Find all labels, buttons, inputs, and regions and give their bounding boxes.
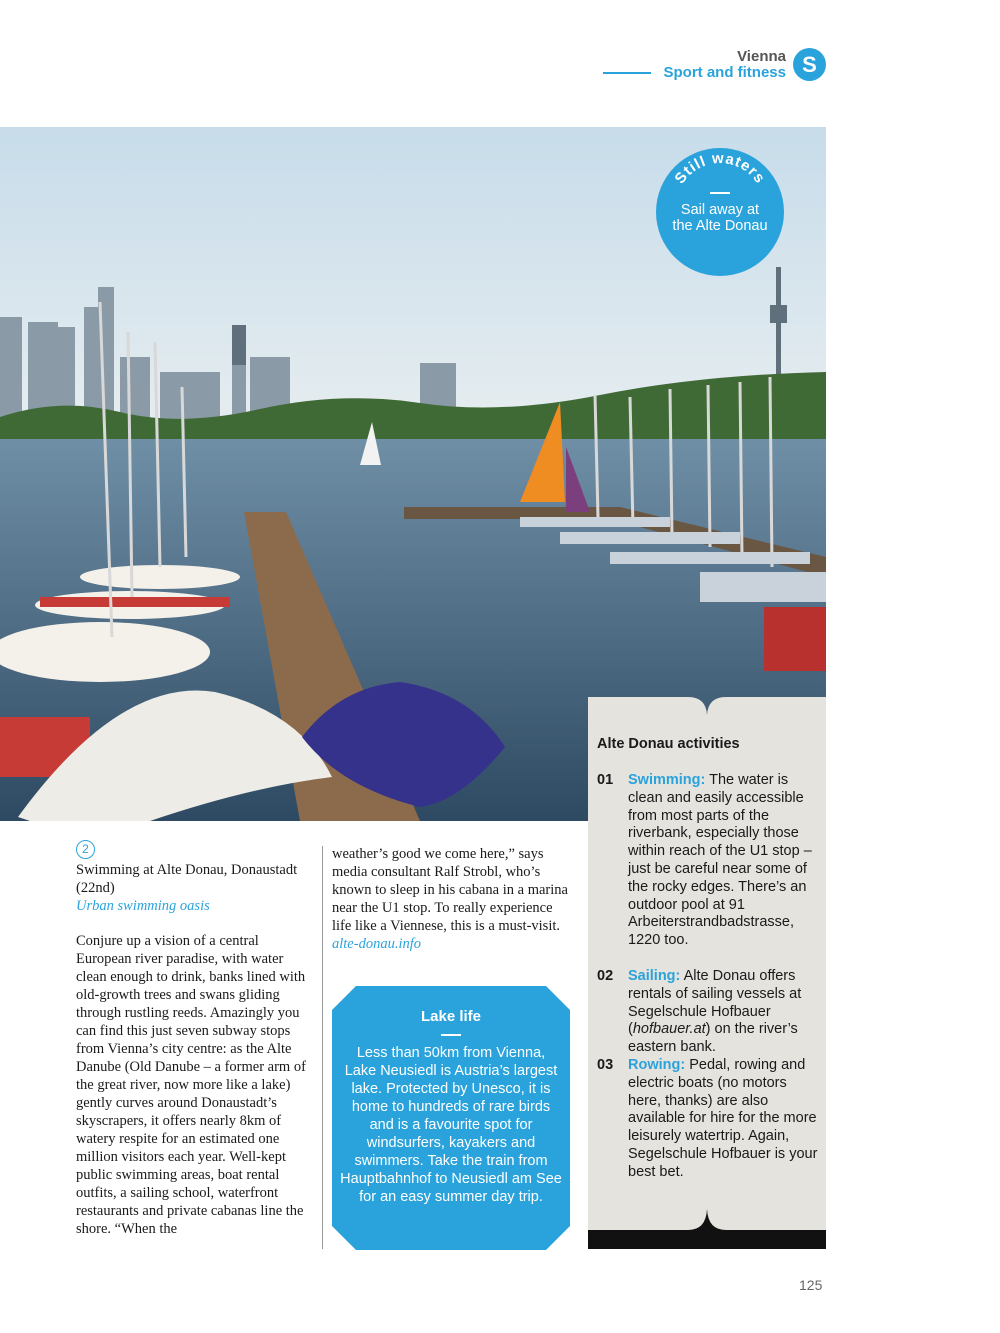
activity-item-rowing	[597, 1057, 819, 1182]
entry-subtitle: Urban swimming oasis	[76, 898, 210, 914]
article-column-2	[332, 845, 568, 953]
activity-text: The water is clean and easily accessible from most parts of the riverbank, especially those within reach of the U1 stop – just be careful near some of the rocky edges. There’s an outdoor pool at 91 Arbeiterstrandbadstrasse, 1220 too.	[628, 772, 812, 949]
activity-label: Rowing:	[628, 1057, 686, 1073]
entry-number: 2	[76, 840, 95, 859]
column-divider	[322, 846, 323, 1249]
activity-number: 03	[597, 1057, 614, 1073]
activities-box	[588, 697, 826, 1249]
body-paragraph-1: Conjure up a vision of a central European river paradise, with water clean enough to drink, banks lined with old-growth trees and swans gliding through rustling reeds. Amazingly you can find this just seven subway stops from Vienna’s city centre: as the Alte Danube (Old Danube – a former arm of the great river, now more like a lake) gently curves around Donaustadt’s skyscrapers, it offers nearly 8km of watery respite for an estimated one million visitors each year. Well-kept public swimming areas, boat rental outfits, a sailing school, waterfront restaurants and private cabanas line the shore. “When the	[76, 933, 306, 1237]
activity-item-sailing	[597, 968, 819, 1057]
activity-label: Swimming:	[628, 772, 706, 788]
activity-text: Alte Donau offers rentals of sailing vessels at Segelschule Hofbauer (	[628, 968, 802, 1038]
activity-text: ) on the river’s eastern bank.	[628, 1021, 798, 1056]
running-header-city: Vienna	[737, 48, 786, 65]
still-waters-badge	[656, 148, 784, 276]
section-badge: S	[793, 48, 826, 81]
activities-title: Alte Donau activities	[597, 736, 740, 752]
website-link[interactable]: alte-donau.info	[332, 936, 422, 952]
lake-life-box	[332, 986, 570, 1250]
activity-text: Pedal, rowing and electric boats (no motors here, thanks) are also available for hire for the more leisurely watertrip. Again, Segelschule Hofbauer is your best bet.	[628, 1057, 818, 1180]
lake-life-dash	[441, 1034, 461, 1036]
entry-title: Swimming at Alte Donau, Donaustadt (22nd)	[76, 862, 298, 896]
hofbauer-link[interactable]: hofbauer.at	[632, 1021, 706, 1038]
running-header-section: Sport and fitness	[663, 64, 786, 81]
activity-number: 02	[597, 968, 614, 984]
lake-life-text: Less than 50km from Vienna, Lake Neusiedl is Austria’s largest lake. Protected by Unesco, it is home to hundreds of rare birds and is a favourite spot for windsurfers, kayakers and swimmers. Take the train from Hauptbahnhof to Neusiedl am See for an easy summer day trip.	[340, 1045, 562, 1205]
lake-life-title: Lake life	[420, 1008, 482, 1025]
page-number: 125	[799, 1277, 823, 1293]
still-waters-text: Sail away at the Alte Donau	[672, 202, 768, 234]
still-waters-heading: Still waters	[671, 149, 769, 188]
header-rule	[603, 72, 651, 74]
activity-number: 01	[597, 772, 614, 788]
article-column-1	[76, 840, 312, 1238]
svg-text:Still waters	[671, 150, 768, 187]
activity-label: Sailing:	[628, 968, 681, 984]
activity-item-swimming	[597, 772, 819, 950]
body-paragraph-2: weather’s good we come here,” says media consultant Ralf Strobl, who’s known to sleep in his cabana in a marina near the U1 stop. To really experience life like a Viennese, this is a must-visit.	[332, 846, 568, 934]
badge-dash	[710, 192, 730, 194]
